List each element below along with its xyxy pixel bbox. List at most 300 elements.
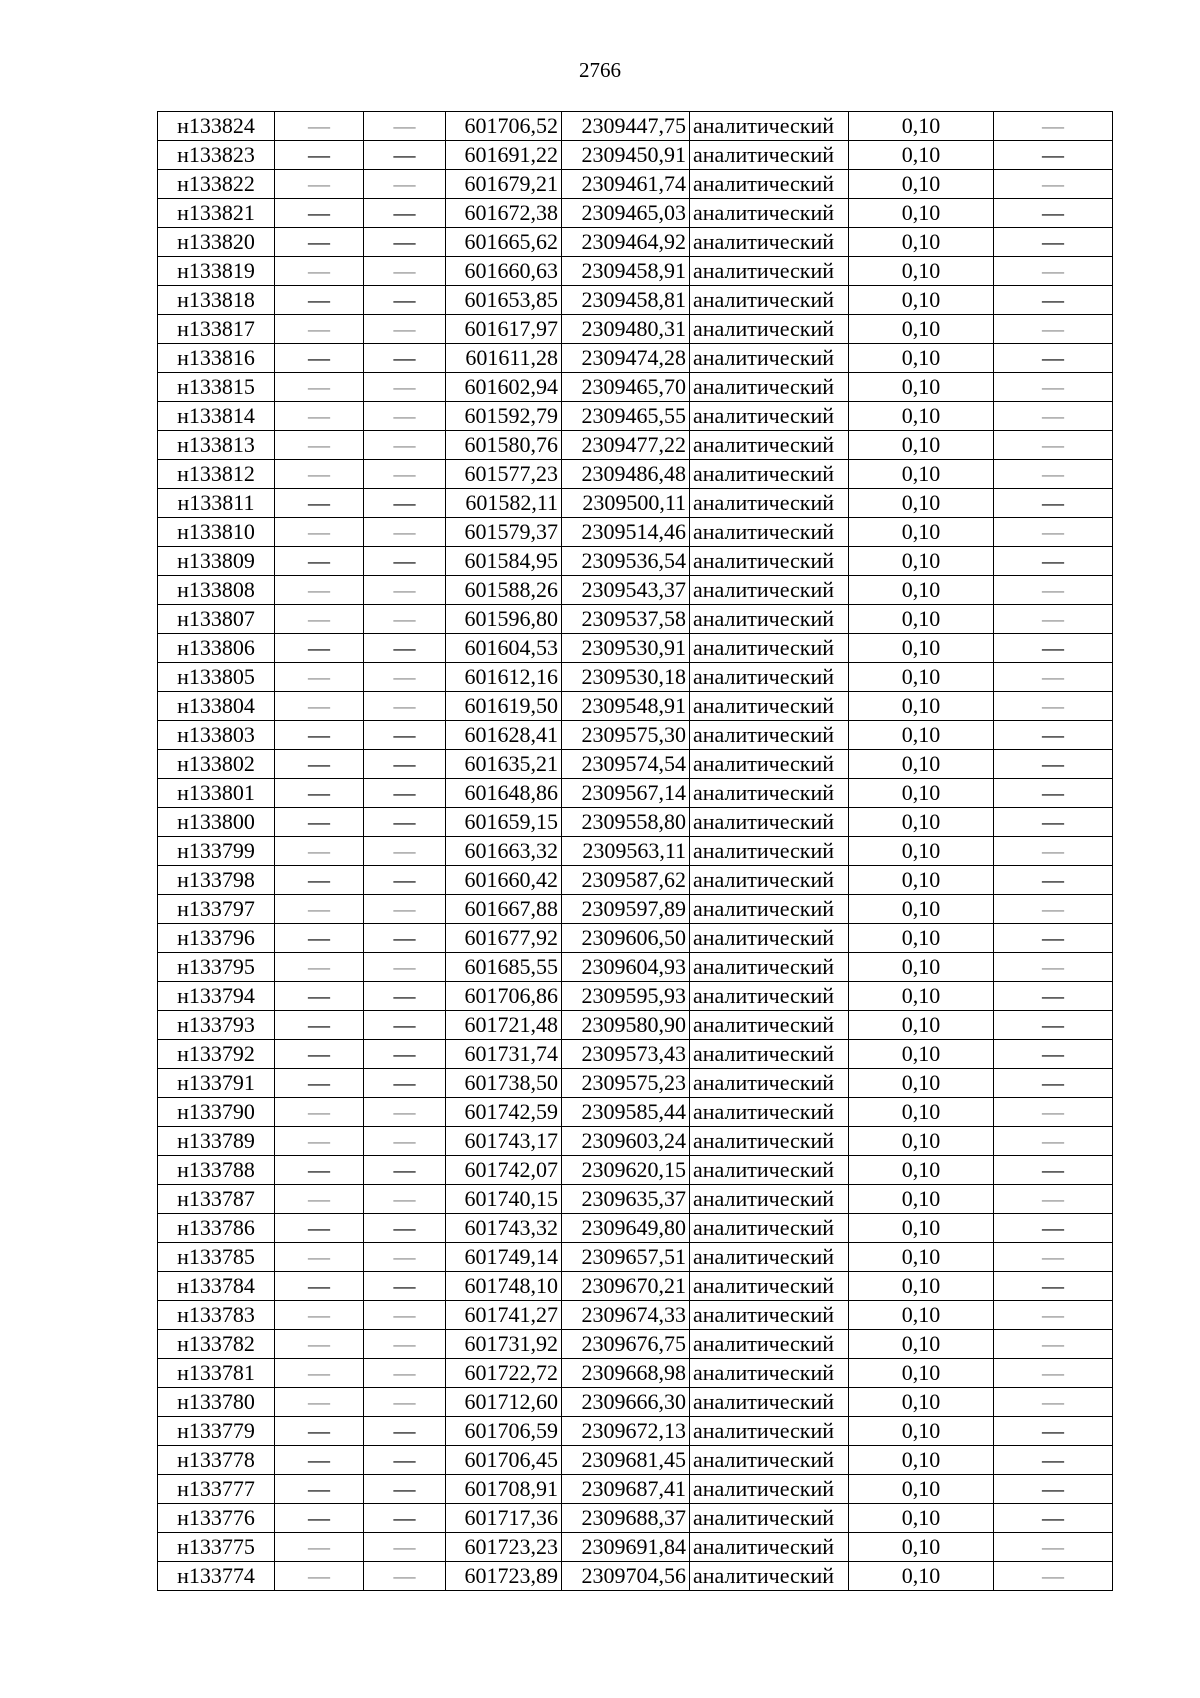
method-cell: аналитический: [690, 112, 849, 141]
x-coordinate-cell: 601722,72: [446, 1359, 562, 1388]
point-id-cell: н133817: [158, 315, 275, 344]
accuracy-cell: 0,10: [849, 431, 994, 460]
accuracy-cell: 0,10: [849, 982, 994, 1011]
table-row: [158, 489, 1113, 518]
point-id-cell: н133774: [158, 1562, 275, 1591]
table-row: [158, 576, 1113, 605]
coordinates-table: [157, 111, 1113, 1591]
method-cell: аналитический: [690, 402, 849, 431]
accuracy-cell: 0,10: [849, 518, 994, 547]
empty-dash-cell: —: [275, 808, 364, 837]
x-coordinate-cell: 601588,26: [446, 576, 562, 605]
accuracy-cell: 0,10: [849, 1417, 994, 1446]
point-id-cell: н133778: [158, 1446, 275, 1475]
empty-dash-cell: —: [275, 547, 364, 576]
accuracy-cell: 0,10: [849, 1243, 994, 1272]
empty-dash-cell: —: [275, 1156, 364, 1185]
empty-dash-cell: —: [275, 605, 364, 634]
empty-dash-cell: —: [364, 199, 446, 228]
point-id-cell: н133793: [158, 1011, 275, 1040]
accuracy-cell: 0,10: [849, 373, 994, 402]
table-row: [158, 547, 1113, 576]
empty-dash-cell: —: [364, 924, 446, 953]
table-row: [158, 1359, 1113, 1388]
empty-dash-cell: —: [275, 257, 364, 286]
table-row: [158, 1185, 1113, 1214]
table-row: [158, 112, 1113, 141]
method-cell: аналитический: [690, 199, 849, 228]
empty-dash-cell: —: [994, 1185, 1113, 1214]
table-row: [158, 1301, 1113, 1330]
table-row: [158, 228, 1113, 257]
table-row: [158, 1533, 1113, 1562]
empty-dash-cell: —: [364, 808, 446, 837]
y-coordinate-cell: 2309573,43: [562, 1040, 690, 1069]
point-id-cell: н133823: [158, 141, 275, 170]
empty-dash-cell: —: [994, 692, 1113, 721]
empty-dash-cell: —: [364, 1359, 446, 1388]
table-row: [158, 402, 1113, 431]
x-coordinate-cell: 601706,52: [446, 112, 562, 141]
empty-dash-cell: —: [275, 1069, 364, 1098]
method-cell: аналитический: [690, 315, 849, 344]
method-cell: аналитический: [690, 460, 849, 489]
x-coordinate-cell: 601740,15: [446, 1185, 562, 1214]
empty-dash-cell: —: [994, 402, 1113, 431]
empty-dash-cell: —: [994, 1156, 1113, 1185]
y-coordinate-cell: 2309676,75: [562, 1330, 690, 1359]
empty-dash-cell: —: [275, 953, 364, 982]
empty-dash-cell: —: [364, 518, 446, 547]
method-cell: аналитический: [690, 1330, 849, 1359]
empty-dash-cell: —: [275, 1330, 364, 1359]
empty-dash-cell: —: [994, 1301, 1113, 1330]
method-cell: аналитический: [690, 1069, 849, 1098]
y-coordinate-cell: 2309558,80: [562, 808, 690, 837]
empty-dash-cell: —: [364, 663, 446, 692]
empty-dash-cell: —: [364, 373, 446, 402]
accuracy-cell: 0,10: [849, 547, 994, 576]
table-row: [158, 1417, 1113, 1446]
y-coordinate-cell: 2309563,11: [562, 837, 690, 866]
point-id-cell: н133821: [158, 199, 275, 228]
y-coordinate-cell: 2309530,18: [562, 663, 690, 692]
empty-dash-cell: —: [994, 518, 1113, 547]
empty-dash-cell: —: [275, 170, 364, 199]
y-coordinate-cell: 2309597,89: [562, 895, 690, 924]
table-row: [158, 866, 1113, 895]
accuracy-cell: 0,10: [849, 866, 994, 895]
empty-dash-cell: —: [275, 750, 364, 779]
empty-dash-cell: —: [275, 1533, 364, 1562]
method-cell: аналитический: [690, 721, 849, 750]
empty-dash-cell: —: [364, 1185, 446, 1214]
x-coordinate-cell: 601660,42: [446, 866, 562, 895]
point-id-cell: н133801: [158, 779, 275, 808]
point-id-cell: н133776: [158, 1504, 275, 1533]
table-row: [158, 1098, 1113, 1127]
accuracy-cell: 0,10: [849, 402, 994, 431]
point-id-cell: н133781: [158, 1359, 275, 1388]
accuracy-cell: 0,10: [849, 141, 994, 170]
method-cell: аналитический: [690, 431, 849, 460]
y-coordinate-cell: 2309587,62: [562, 866, 690, 895]
method-cell: аналитический: [690, 1040, 849, 1069]
x-coordinate-cell: 601706,59: [446, 1417, 562, 1446]
empty-dash-cell: —: [275, 837, 364, 866]
x-coordinate-cell: 601577,23: [446, 460, 562, 489]
empty-dash-cell: —: [364, 1301, 446, 1330]
accuracy-cell: 0,10: [849, 1272, 994, 1301]
accuracy-cell: 0,10: [849, 170, 994, 199]
method-cell: аналитический: [690, 1214, 849, 1243]
method-cell: аналитический: [690, 576, 849, 605]
y-coordinate-cell: 2309666,30: [562, 1388, 690, 1417]
method-cell: аналитический: [690, 518, 849, 547]
x-coordinate-cell: 601743,32: [446, 1214, 562, 1243]
table-row: [158, 431, 1113, 460]
y-coordinate-cell: 2309450,91: [562, 141, 690, 170]
empty-dash-cell: —: [994, 634, 1113, 663]
accuracy-cell: 0,10: [849, 808, 994, 837]
point-id-cell: н133789: [158, 1127, 275, 1156]
empty-dash-cell: —: [275, 895, 364, 924]
empty-dash-cell: —: [364, 344, 446, 373]
table-row: [158, 460, 1113, 489]
x-coordinate-cell: 601748,10: [446, 1272, 562, 1301]
method-cell: аналитический: [690, 1446, 849, 1475]
accuracy-cell: 0,10: [849, 315, 994, 344]
table-row: [158, 924, 1113, 953]
empty-dash-cell: —: [364, 1330, 446, 1359]
point-id-cell: н133795: [158, 953, 275, 982]
empty-dash-cell: —: [275, 228, 364, 257]
x-coordinate-cell: 601665,62: [446, 228, 562, 257]
accuracy-cell: 0,10: [849, 750, 994, 779]
table-row: [158, 1243, 1113, 1272]
empty-dash-cell: —: [364, 1417, 446, 1446]
point-id-cell: н133783: [158, 1301, 275, 1330]
point-id-cell: н133807: [158, 605, 275, 634]
y-coordinate-cell: 2309458,81: [562, 286, 690, 315]
y-coordinate-cell: 2309635,37: [562, 1185, 690, 1214]
empty-dash-cell: —: [275, 344, 364, 373]
table-row: [158, 1446, 1113, 1475]
empty-dash-cell: —: [364, 721, 446, 750]
accuracy-cell: 0,10: [849, 1475, 994, 1504]
y-coordinate-cell: 2309657,51: [562, 1243, 690, 1272]
empty-dash-cell: —: [364, 779, 446, 808]
method-cell: аналитический: [690, 692, 849, 721]
table-row: [158, 199, 1113, 228]
empty-dash-cell: —: [994, 373, 1113, 402]
y-coordinate-cell: 2309465,03: [562, 199, 690, 228]
empty-dash-cell: —: [275, 1562, 364, 1591]
y-coordinate-cell: 2309603,24: [562, 1127, 690, 1156]
table-row: [158, 808, 1113, 837]
x-coordinate-cell: 601717,36: [446, 1504, 562, 1533]
point-id-cell: н133820: [158, 228, 275, 257]
empty-dash-cell: —: [364, 286, 446, 315]
method-cell: аналитический: [690, 257, 849, 286]
empty-dash-cell: —: [364, 1069, 446, 1098]
point-id-cell: н133810: [158, 518, 275, 547]
empty-dash-cell: —: [994, 1417, 1113, 1446]
point-id-cell: н133799: [158, 837, 275, 866]
table-row: [158, 692, 1113, 721]
table-row: [158, 605, 1113, 634]
table-row: [158, 1069, 1113, 1098]
x-coordinate-cell: 601677,92: [446, 924, 562, 953]
accuracy-cell: 0,10: [849, 663, 994, 692]
empty-dash-cell: —: [364, 1156, 446, 1185]
empty-dash-cell: —: [994, 1098, 1113, 1127]
table-row: [158, 257, 1113, 286]
table-row: [158, 837, 1113, 866]
method-cell: аналитический: [690, 373, 849, 402]
accuracy-cell: 0,10: [849, 1040, 994, 1069]
point-id-cell: н133790: [158, 1098, 275, 1127]
accuracy-cell: 0,10: [849, 344, 994, 373]
x-coordinate-cell: 601612,16: [446, 663, 562, 692]
point-id-cell: н133780: [158, 1388, 275, 1417]
empty-dash-cell: —: [364, 228, 446, 257]
empty-dash-cell: —: [364, 634, 446, 663]
table-row: [158, 1272, 1113, 1301]
y-coordinate-cell: 2309595,93: [562, 982, 690, 1011]
x-coordinate-cell: 601579,37: [446, 518, 562, 547]
y-coordinate-cell: 2309461,74: [562, 170, 690, 199]
empty-dash-cell: —: [364, 1475, 446, 1504]
empty-dash-cell: —: [994, 1562, 1113, 1591]
empty-dash-cell: —: [275, 112, 364, 141]
point-id-cell: н133809: [158, 547, 275, 576]
method-cell: аналитический: [690, 141, 849, 170]
x-coordinate-cell: 601743,17: [446, 1127, 562, 1156]
empty-dash-cell: —: [364, 605, 446, 634]
point-id-cell: н133782: [158, 1330, 275, 1359]
point-id-cell: н133804: [158, 692, 275, 721]
accuracy-cell: 0,10: [849, 286, 994, 315]
point-id-cell: н133818: [158, 286, 275, 315]
table-row: [158, 634, 1113, 663]
empty-dash-cell: —: [994, 1359, 1113, 1388]
empty-dash-cell: —: [275, 924, 364, 953]
empty-dash-cell: —: [364, 576, 446, 605]
point-id-cell: н133784: [158, 1272, 275, 1301]
y-coordinate-cell: 2309604,93: [562, 953, 690, 982]
x-coordinate-cell: 601691,22: [446, 141, 562, 170]
x-coordinate-cell: 601660,63: [446, 257, 562, 286]
accuracy-cell: 0,10: [849, 924, 994, 953]
empty-dash-cell: —: [275, 721, 364, 750]
empty-dash-cell: —: [364, 1533, 446, 1562]
empty-dash-cell: —: [364, 1388, 446, 1417]
table-row: [158, 286, 1113, 315]
y-coordinate-cell: 2309670,21: [562, 1272, 690, 1301]
y-coordinate-cell: 2309668,98: [562, 1359, 690, 1388]
x-coordinate-cell: 601723,23: [446, 1533, 562, 1562]
point-id-cell: н133796: [158, 924, 275, 953]
x-coordinate-cell: 601731,74: [446, 1040, 562, 1069]
method-cell: аналитический: [690, 344, 849, 373]
accuracy-cell: 0,10: [849, 837, 994, 866]
empty-dash-cell: —: [364, 1040, 446, 1069]
point-id-cell: н133813: [158, 431, 275, 460]
method-cell: аналитический: [690, 1127, 849, 1156]
empty-dash-cell: —: [994, 1069, 1113, 1098]
x-coordinate-cell: 601672,38: [446, 199, 562, 228]
table-row: [158, 982, 1113, 1011]
y-coordinate-cell: 2309514,46: [562, 518, 690, 547]
x-coordinate-cell: 601749,14: [446, 1243, 562, 1272]
empty-dash-cell: —: [994, 721, 1113, 750]
empty-dash-cell: —: [275, 1214, 364, 1243]
empty-dash-cell: —: [275, 576, 364, 605]
x-coordinate-cell: 601580,76: [446, 431, 562, 460]
accuracy-cell: 0,10: [849, 489, 994, 518]
accuracy-cell: 0,10: [849, 1156, 994, 1185]
method-cell: аналитический: [690, 1562, 849, 1591]
x-coordinate-cell: 601721,48: [446, 1011, 562, 1040]
accuracy-cell: 0,10: [849, 228, 994, 257]
accuracy-cell: 0,10: [849, 1069, 994, 1098]
x-coordinate-cell: 601617,97: [446, 315, 562, 344]
method-cell: аналитический: [690, 605, 849, 634]
method-cell: аналитический: [690, 895, 849, 924]
y-coordinate-cell: 2309465,70: [562, 373, 690, 402]
x-coordinate-cell: 601653,85: [446, 286, 562, 315]
empty-dash-cell: —: [994, 431, 1113, 460]
point-id-cell: н133800: [158, 808, 275, 837]
point-id-cell: н133806: [158, 634, 275, 663]
point-id-cell: н133814: [158, 402, 275, 431]
empty-dash-cell: —: [275, 1040, 364, 1069]
table-row: [158, 1562, 1113, 1591]
method-cell: аналитический: [690, 808, 849, 837]
x-coordinate-cell: 601742,07: [446, 1156, 562, 1185]
empty-dash-cell: —: [994, 1388, 1113, 1417]
accuracy-cell: 0,10: [849, 1533, 994, 1562]
empty-dash-cell: —: [364, 750, 446, 779]
point-id-cell: н133815: [158, 373, 275, 402]
table-row: [158, 1040, 1113, 1069]
table-row: [158, 344, 1113, 373]
x-coordinate-cell: 601604,53: [446, 634, 562, 663]
empty-dash-cell: —: [275, 1272, 364, 1301]
table-row: [158, 750, 1113, 779]
accuracy-cell: 0,10: [849, 1388, 994, 1417]
point-id-cell: н133791: [158, 1069, 275, 1098]
accuracy-cell: 0,10: [849, 605, 994, 634]
y-coordinate-cell: 2309687,41: [562, 1475, 690, 1504]
x-coordinate-cell: 601611,28: [446, 344, 562, 373]
table-row: [158, 1214, 1113, 1243]
empty-dash-cell: —: [364, 1214, 446, 1243]
accuracy-cell: 0,10: [849, 199, 994, 228]
table-row: [158, 1011, 1113, 1040]
empty-dash-cell: —: [994, 315, 1113, 344]
point-id-cell: н133779: [158, 1417, 275, 1446]
empty-dash-cell: —: [364, 431, 446, 460]
empty-dash-cell: —: [994, 1243, 1113, 1272]
method-cell: аналитический: [690, 663, 849, 692]
y-coordinate-cell: 2309580,90: [562, 1011, 690, 1040]
method-cell: аналитический: [690, 1388, 849, 1417]
method-cell: аналитический: [690, 1533, 849, 1562]
method-cell: аналитический: [690, 286, 849, 315]
empty-dash-cell: —: [994, 1533, 1113, 1562]
y-coordinate-cell: 2309500,11: [562, 489, 690, 518]
x-coordinate-cell: 601663,32: [446, 837, 562, 866]
empty-dash-cell: —: [364, 953, 446, 982]
empty-dash-cell: —: [994, 1011, 1113, 1040]
y-coordinate-cell: 2309548,91: [562, 692, 690, 721]
y-coordinate-cell: 2309543,37: [562, 576, 690, 605]
method-cell: аналитический: [690, 1272, 849, 1301]
empty-dash-cell: —: [275, 1301, 364, 1330]
y-coordinate-cell: 2309674,33: [562, 1301, 690, 1330]
accuracy-cell: 0,10: [849, 460, 994, 489]
point-id-cell: н133797: [158, 895, 275, 924]
table-row: [158, 373, 1113, 402]
x-coordinate-cell: 601628,41: [446, 721, 562, 750]
method-cell: аналитический: [690, 924, 849, 953]
point-id-cell: н133788: [158, 1156, 275, 1185]
page-number: 2766: [579, 58, 621, 82]
accuracy-cell: 0,10: [849, 1330, 994, 1359]
point-id-cell: н133792: [158, 1040, 275, 1069]
y-coordinate-cell: 2309606,50: [562, 924, 690, 953]
accuracy-cell: 0,10: [849, 779, 994, 808]
empty-dash-cell: —: [275, 1359, 364, 1388]
point-id-cell: н133808: [158, 576, 275, 605]
empty-dash-cell: —: [994, 924, 1113, 953]
empty-dash-cell: —: [364, 315, 446, 344]
empty-dash-cell: —: [364, 1504, 446, 1533]
empty-dash-cell: —: [364, 1011, 446, 1040]
empty-dash-cell: —: [994, 489, 1113, 518]
x-coordinate-cell: 601712,60: [446, 1388, 562, 1417]
empty-dash-cell: —: [994, 112, 1113, 141]
empty-dash-cell: —: [994, 750, 1113, 779]
accuracy-cell: 0,10: [849, 112, 994, 141]
empty-dash-cell: —: [275, 431, 364, 460]
method-cell: аналитический: [690, 953, 849, 982]
method-cell: аналитический: [690, 170, 849, 199]
accuracy-cell: 0,10: [849, 895, 994, 924]
x-coordinate-cell: 601742,59: [446, 1098, 562, 1127]
y-coordinate-cell: 2309537,58: [562, 605, 690, 634]
empty-dash-cell: —: [275, 1475, 364, 1504]
accuracy-cell: 0,10: [849, 1359, 994, 1388]
empty-dash-cell: —: [275, 315, 364, 344]
method-cell: аналитический: [690, 1098, 849, 1127]
empty-dash-cell: —: [364, 837, 446, 866]
table-row: [158, 1388, 1113, 1417]
x-coordinate-cell: 601679,21: [446, 170, 562, 199]
empty-dash-cell: —: [275, 1504, 364, 1533]
point-id-cell: н133805: [158, 663, 275, 692]
empty-dash-cell: —: [994, 866, 1113, 895]
empty-dash-cell: —: [275, 286, 364, 315]
y-coordinate-cell: 2309704,56: [562, 1562, 690, 1591]
empty-dash-cell: —: [994, 344, 1113, 373]
table-row: [158, 1156, 1113, 1185]
empty-dash-cell: —: [275, 779, 364, 808]
y-coordinate-cell: 2309620,15: [562, 1156, 690, 1185]
x-coordinate-cell: 601741,27: [446, 1301, 562, 1330]
